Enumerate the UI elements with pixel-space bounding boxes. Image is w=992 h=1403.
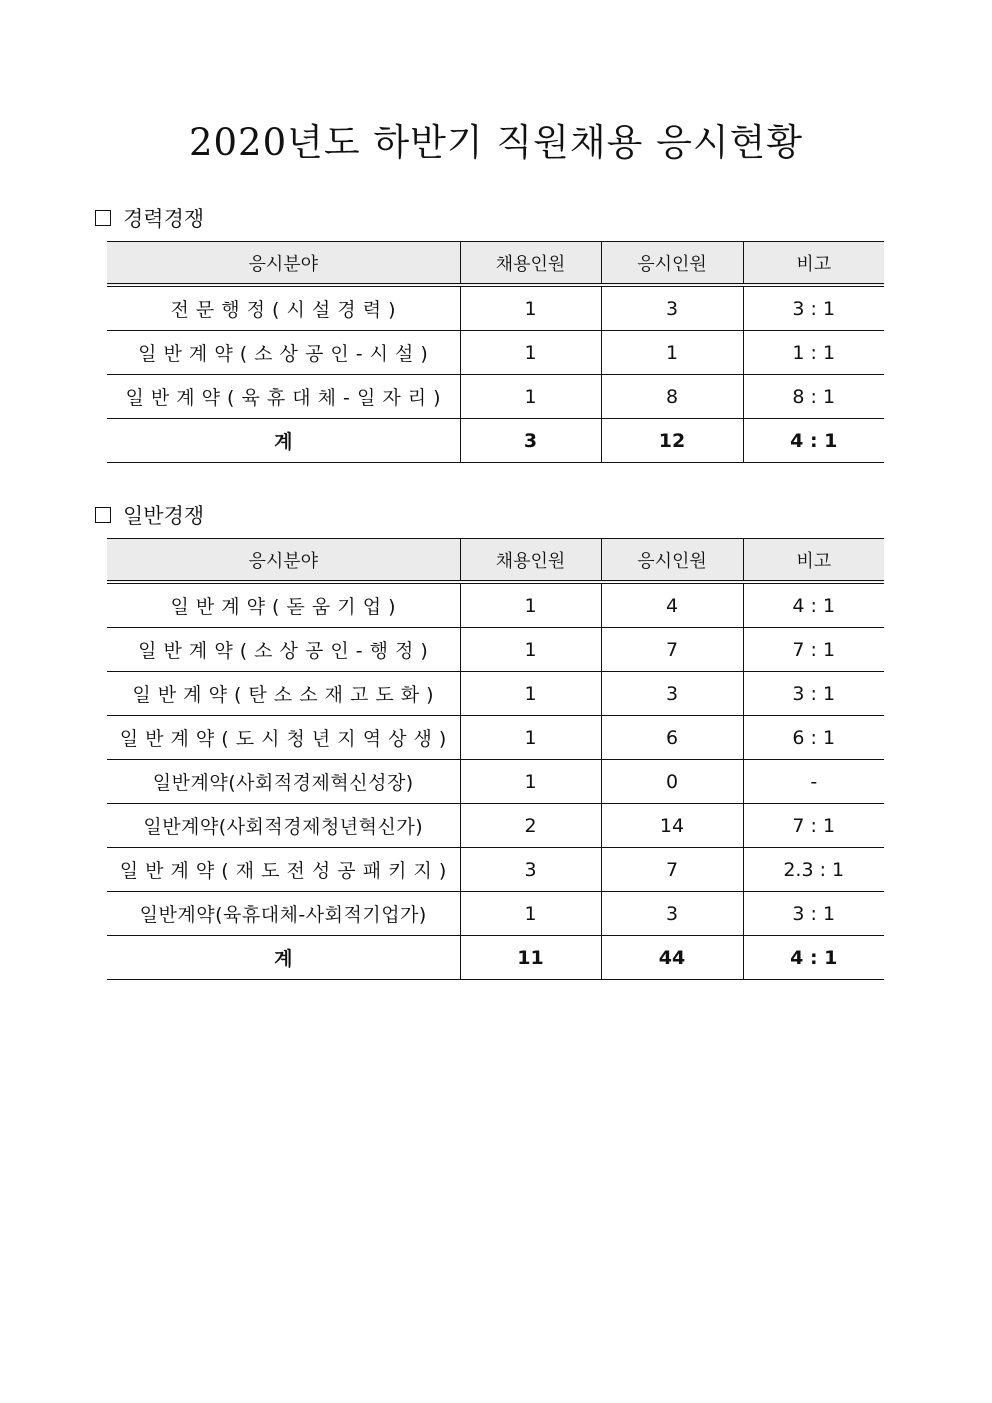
cell-note: 2.3 : 1 [743,848,884,892]
header-applicants: 응시인원 [601,539,743,583]
cell-field: 일반계약(사회적경제청년혁신가) [107,804,460,848]
total-note: 4 : 1 [743,419,884,463]
cell-hired: 1 [460,628,601,672]
table-row [107,331,884,375]
header-hired: 채용인원 [460,242,601,286]
cell-note: 8 : 1 [743,375,884,419]
cell-hired: 1 [460,331,601,375]
cell-applicants: 3 [601,672,743,716]
header-applicants: 응시인원 [601,242,743,286]
cell-applicants: 1 [601,331,743,375]
cell-field: 일 반 계 약 ( 소 상 공 인 - 행 정 ) [107,628,460,672]
cell-hired: 1 [460,760,601,804]
table-total-row [107,419,884,463]
section-heading-career [95,203,204,233]
checkbox-square-icon [95,210,111,226]
document-title: 2020년도 하반기 직원채용 응시현황 [188,121,804,164]
cell-hired: 1 [460,892,601,936]
cell-note: 7 : 1 [743,628,884,672]
table-row [107,628,884,672]
table-row [107,848,884,892]
cell-hired: 1 [460,672,601,716]
cell-note: 1 : 1 [743,331,884,375]
cell-hired: 2 [460,804,601,848]
cell-note: 6 : 1 [743,716,884,760]
career-table [107,241,884,463]
cell-note: 3 : 1 [743,892,884,936]
checkbox-square-icon [95,507,111,523]
table-total-row [107,936,884,980]
table-row [107,892,884,936]
cell-field: 일 반 계 약 ( 소 상 공 인 - 시 설 ) [107,331,460,375]
total-label: 계 [107,419,460,463]
section-heading-label: 경력경쟁 [123,207,205,231]
cell-note: - [743,760,884,804]
cell-hired: 3 [460,848,601,892]
section-heading-label: 일반경쟁 [123,504,205,528]
cell-applicants: 14 [601,804,743,848]
header-note: 비고 [743,539,884,583]
table-header-row [107,539,884,583]
table-row [107,582,884,628]
cell-hired: 1 [460,716,601,760]
total-note: 4 : 1 [743,936,884,980]
cell-note: 4 : 1 [743,582,884,628]
cell-hired: 1 [460,375,601,419]
table-row [107,804,884,848]
cell-field: 일 반 계 약 ( 돋 움 기 업 ) [107,582,460,628]
cell-hired: 1 [460,285,601,331]
table-row [107,285,884,331]
cell-field: 일 반 계 약 ( 도 시 청 년 지 역 상 생 ) [107,716,460,760]
cell-field: 일 반 계 약 ( 육 휴 대 체 - 일 자 리 ) [107,375,460,419]
cell-applicants: 3 [601,892,743,936]
table-row [107,716,884,760]
table-row [107,375,884,419]
total-label: 계 [107,936,460,980]
header-note: 비고 [743,242,884,286]
total-applicants: 12 [601,419,743,463]
cell-field: 일 반 계 약 ( 재 도 전 성 공 패 키 지 ) [107,848,460,892]
cell-note: 3 : 1 [743,285,884,331]
cell-applicants: 4 [601,582,743,628]
header-hired: 채용인원 [460,539,601,583]
cell-field: 일반계약(육휴대체-사회적기업가) [107,892,460,936]
total-hired: 11 [460,936,601,980]
cell-applicants: 7 [601,628,743,672]
cell-applicants: 7 [601,848,743,892]
cell-note: 7 : 1 [743,804,884,848]
header-field: 응시분야 [107,242,460,286]
table-header-row [107,242,884,286]
total-applicants: 44 [601,936,743,980]
section-heading-open [95,500,204,530]
total-hired: 3 [460,419,601,463]
cell-field: 일 반 계 약 ( 탄 소 소 재 고 도 화 ) [107,672,460,716]
cell-applicants: 3 [601,285,743,331]
table-row [107,760,884,804]
cell-field: 일반계약(사회적경제혁신성장) [107,760,460,804]
cell-note: 3 : 1 [743,672,884,716]
open-competition-table [107,538,884,980]
cell-field: 전 문 행 정 ( 시 설 경 력 ) [107,285,460,331]
table-row [107,672,884,716]
header-field: 응시분야 [107,539,460,583]
cell-hired: 1 [460,582,601,628]
cell-applicants: 6 [601,716,743,760]
cell-applicants: 8 [601,375,743,419]
cell-applicants: 0 [601,760,743,804]
